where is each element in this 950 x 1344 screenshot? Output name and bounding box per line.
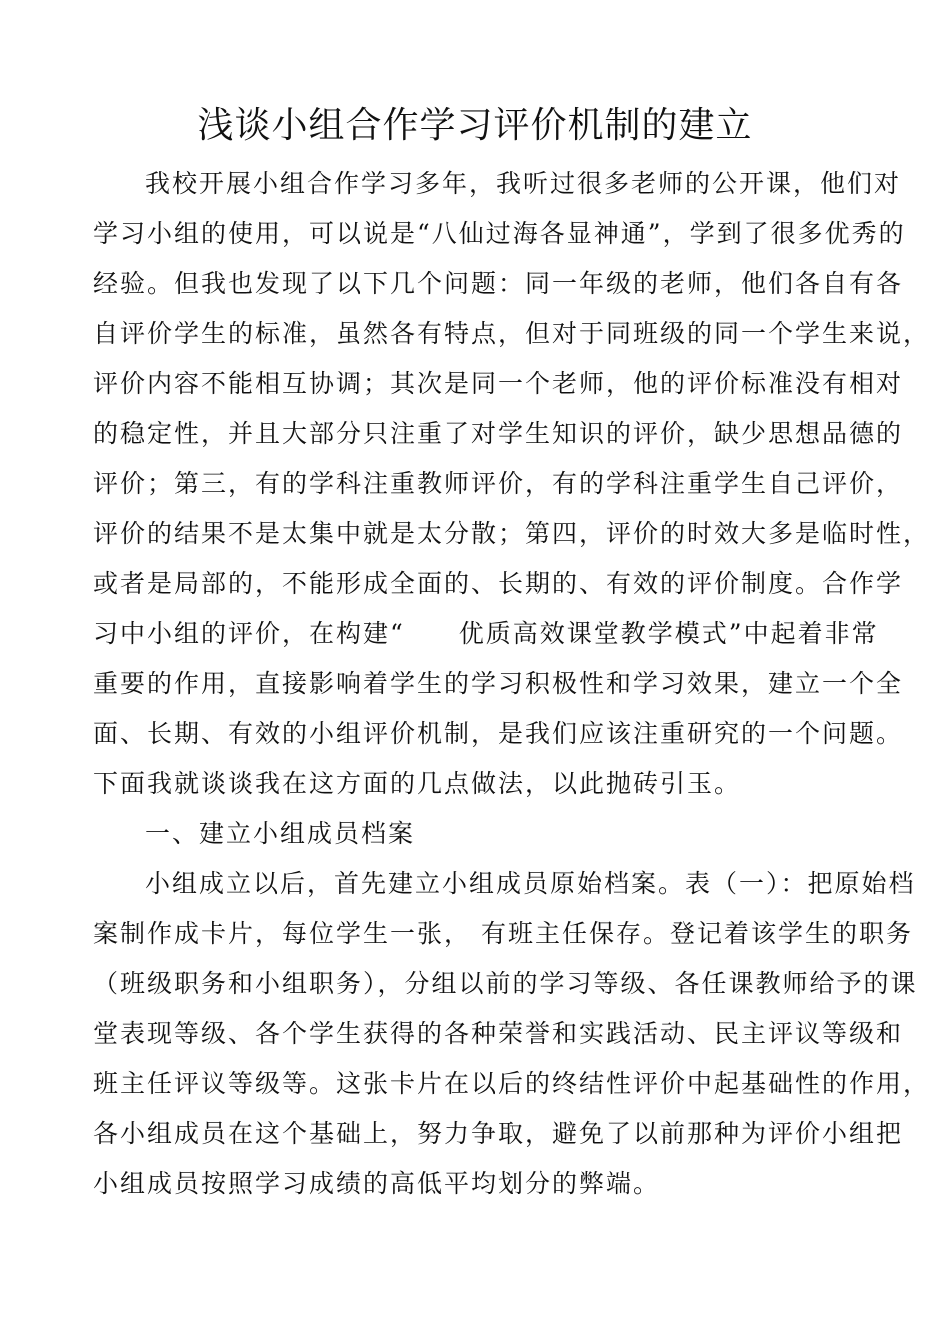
paragraph-line: 小组成员按照学习成绩的高低平均划分的弊端。 [93,1169,661,1198]
paragraph-line: 的稳定性，并且大部分只注重了对学生知识的评价，缺少思想品德的 [93,419,904,448]
paragraph-line: 案制作成卡片，每位学生一张， 有班主任保存。登记着该学生的职务 [93,919,913,948]
paragraph-line: 各小组成员在这个基础上，努力争取，避免了以前那种为评价小组把 [93,1119,904,1148]
paragraph-line: 我校开展小组合作学习多年，我听过很多老师的公开课，他们对 [145,169,902,198]
section-heading: 一、建立小组成员档案 [145,819,416,848]
paragraph-line: 班主任评议等级等。这张卡片在以后的终结性评价中起基础性的作用， [93,1069,931,1098]
paragraph-line: 下面我就谈谈我在这方面的几点做法，以此抛砖引玉。 [93,769,742,798]
paragraph-line: 经验。但我也发现了以下几个问题：同一年级的老师，他们各自有各 [93,269,904,298]
paragraph-line: 重要的作用，直接影响着学生的学习积极性和学习效果，建立一个全 [93,669,904,698]
paragraph-line: 小组成立以后，首先建立小组成员原始档案。表（一）：把原始档 [145,869,916,898]
paragraph-line: 评价内容不能相互协调；其次是同一个老师，他的评价标准没有相对 [93,369,904,398]
paragraph-line: 或者是局部的，不能形成全面的、长期的、有效的评价制度。合作学 [93,569,904,598]
paragraph-line: 评价的结果不是太集中就是太分散；第四，评价的时效大多是临时性， [93,519,931,548]
paragraph-line: 习中小组的评价，在构建“ 优质高效课堂教学模式”中起着非常 [93,619,879,648]
paragraph-line: 自评价学生的标准，虽然各有特点，但对于同班级的同一个学生来说， [93,319,931,348]
paragraph-line: （班级职务和小组职务），分组以前的学习等级、各任课教师给予的课 [93,969,918,998]
paragraph-line: 学习小组的使用，可以说是“八仙过海各显神通”，学到了很多优秀的 [93,219,906,248]
paragraph-line: 评价；第三，有的学科注重教师评价，有的学科注重学生自己评价， [93,469,904,498]
document-title: 浅谈小组合作学习评价机制的建立 [197,105,753,146]
paragraph-line: 堂表现等级、各个学生获得的各种荣誉和实践活动、民主评议等级和 [93,1019,904,1048]
paragraph-line: 面、长期、有效的小组评价机制，是我们应该注重研究的一个问题。 [93,719,904,748]
